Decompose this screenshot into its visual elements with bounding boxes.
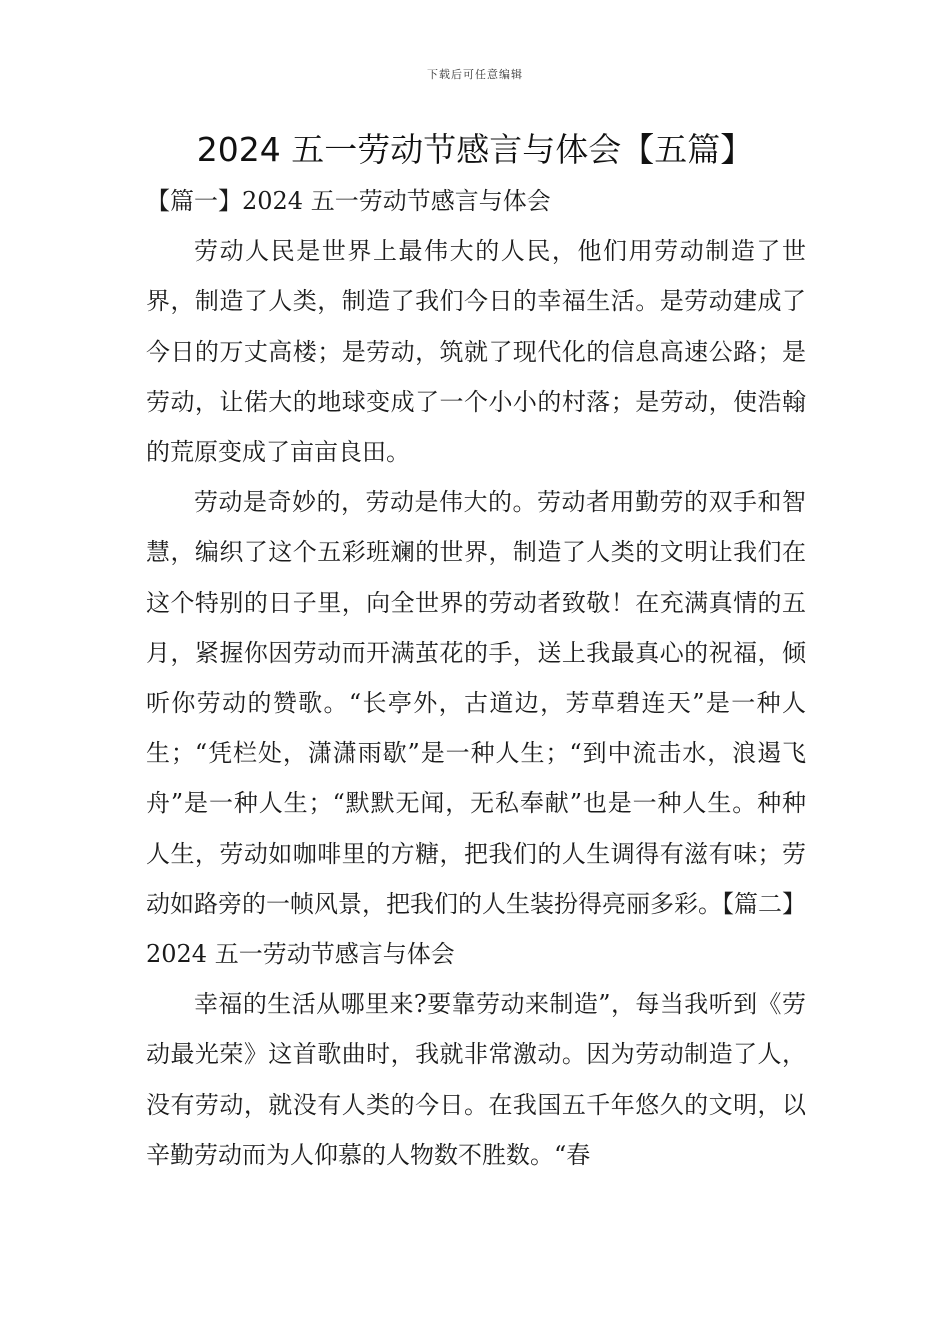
paragraph: 幸福的生活从哪里来?要靠劳动来制造”，每当我听到《劳动最光荣》这首歌曲时，我就非常激动。因为劳动制造了人，没有劳动，就没有人类的今日。在我国五千年悠久的文明，以辛勤劳动而为人仰慕的人物数不胜数。“春 [146,990,806,1169]
paragraph: 劳动是奇妙的，劳动是伟大的。劳动者用勤劳的双手和智慧，编织了这个五彩班斓的世界，制造了人类的文明让我们在这个特别的日子里，向全世界的劳动者致敬！在充满真情的五月，紧握你因劳动而开满茧花的手，送上我最真心的祝福，倾听你劳动的赞歌。“长亭外，古道边，芳草碧连天”是一种人生；“凭栏处，潇潇雨歇”是一种人生；“到中流击水，浪遏飞舟”是一种人生；“默默无闻，无私奉献”也是一种人生。种种人生，劳动如咖啡里的方糖，把我们的人生调得有滋有味；劳动如路旁的一帧风景，把我们的人生装扮得亮丽多彩。【篇二】2024 五一劳动节感言与体会 [146,488,806,969]
page-header-note: 下载后可任意编辑 [427,68,523,81]
document-body [146,176,806,1180]
section-heading: 【篇一】2024 五一劳动节感言与体会 [146,187,551,215]
paragraph: 劳动人民是世界上最伟大的人民，他们用劳动制造了世界，制造了人类，制造了我们今日的幸福生活。是劳动建成了今日的万丈高楼；是劳动，筑就了现代化的信息高速公路；是劳动，让偌大的地球变成了一个小小的村落；是劳动，使浩翰的荒原变成了亩亩良田。 [146,237,806,467]
document-title: 2024 五一劳动节感言与体会【五篇】 [196,130,754,169]
